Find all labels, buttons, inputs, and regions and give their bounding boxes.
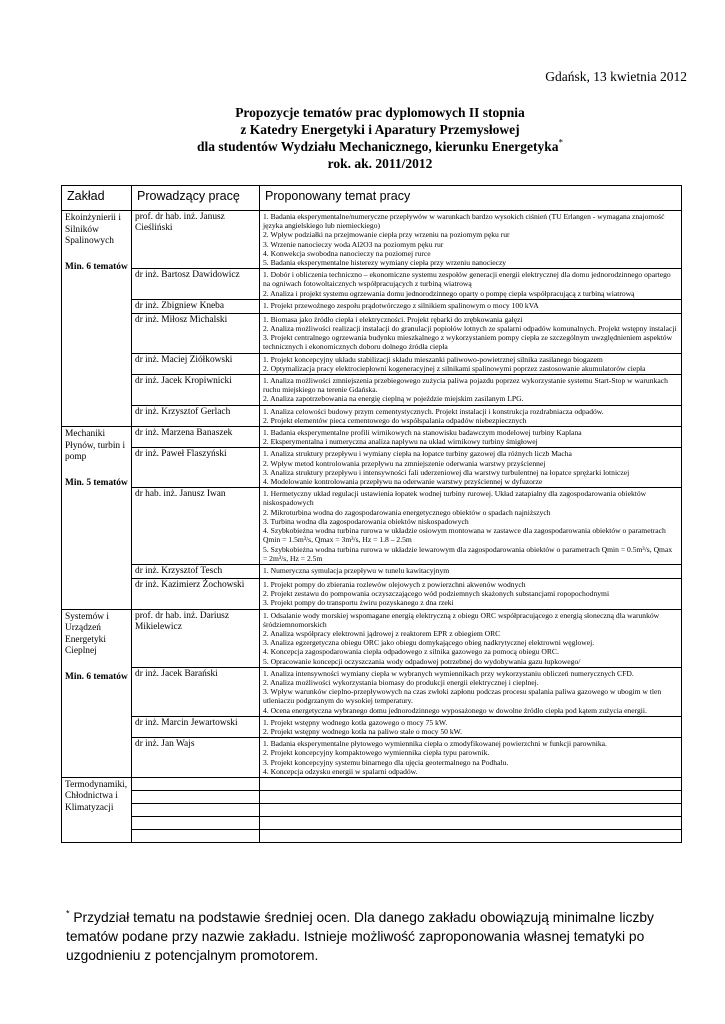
empty-row — [62, 816, 682, 829]
department-name: Mechaniki Płynów, turbin i pomp — [65, 429, 126, 463]
topic-item: 2. Projekt wstępny wodnego kotła na paliwo stałe o mocy 50 kW. — [263, 726, 463, 736]
supervisor-cell: dr inż. Krzysztof Gerlach — [132, 405, 260, 426]
empty-row — [62, 790, 682, 803]
topics-cell — [260, 738, 682, 778]
table-row — [62, 269, 682, 300]
table-row — [62, 448, 682, 488]
table-row — [62, 564, 682, 578]
empty-row — [62, 777, 682, 790]
supervisor-cell: prof. dr hab. inż. Janusz Cieśliński — [132, 211, 260, 269]
supervisor-cell — [132, 829, 260, 842]
topics-cell — [260, 803, 682, 816]
supervisor-cell: dr inż. Jan Wajs — [132, 738, 260, 778]
topic-item: 2. Wpływ metod kontrolowania przepływu na zmniejszenie oderwania warstwy przyściennej — [263, 458, 546, 468]
supervisor-cell — [132, 803, 260, 816]
topic-item: 1. Analiza celowości budowy przym cementystycznych. Projekt instalacji i konstrukcja rozdrabniacza odpadów. — [263, 406, 604, 416]
topic-item: 1. Badania eksperymentalne/numeryczne przepływów w warunkach bardzo wysokich ciśnień (TU Erlangen - wymagana znajomość języka angielskiego lub niemieckiego) — [263, 212, 665, 231]
table-row — [62, 738, 682, 778]
table-row — [62, 211, 682, 269]
topic-item: 4. Ocena energetyczna wybranego domu jednorodzinnego wyposażonego w dowolne źródło ciepła pod kątem zużycia energii. — [263, 705, 647, 715]
topic-item: 2. Optymalizacja pracy elektrociepłowni kogeneracyjnej z silnikami spalinowymi poprzez zastosowanie akumulatorów ciepła — [263, 363, 646, 373]
topics-cell — [260, 667, 682, 716]
topics-cell — [260, 609, 682, 667]
department-min-topics: Min. 6 tematów — [65, 671, 128, 682]
topic-item: 1. Numeryczna symulacja przepływu w tunelu kawitacyjnym — [263, 565, 450, 575]
topic-item: 3. Projekt koncepcyjny systemu binarnego dla ujęcia geotermalnego na Podhalu. — [263, 757, 509, 767]
topics-cell — [260, 578, 682, 609]
topic-item: 1. Badania eksperymentalne płytowego wymiennika ciepła o zmodyfikowanej powierzchni w funkcji parownika. — [263, 739, 607, 749]
topics-cell — [260, 269, 682, 300]
topic-item: 3. Wpływ warunków cieplno-przepływowych na czas zwłoki zapłonu podczas procesu spalania paliwa gazowego w ubogim w tlen utleniaczu podgrzanym do wysokiej temperatury. — [263, 687, 662, 706]
topic-item: 1. Projekt wstępny wodnego kotła gazowego o mocy 75 kW. — [263, 717, 448, 727]
department-name: Systemów i Urządzeń Energetyki Cieplnej — [65, 611, 110, 657]
topic-item: 1. Biomasa jako źródło ciepła i elektryczności. Projekt rębarki do zrębkowania gałęzi — [263, 314, 523, 324]
topic-item: 4. Modelowanie kontrolowania przepływu na oderwanie warstwy przyściennej w dyfuzorze — [263, 477, 543, 487]
topic-item: 2. Projekt koncepcyjny kompaktowego wymiennika ciepła typu parownik. — [263, 748, 490, 758]
supervisor-cell: dr inż. Marzena Banaszek — [132, 427, 260, 448]
footnote-mark: * — [66, 908, 70, 919]
department-name: Ekoinżynierii i Silników Spalinowych — [65, 213, 121, 246]
supervisor-cell: dr hab. inż. Janusz Iwan — [132, 488, 260, 565]
topics-cell — [260, 816, 682, 829]
supervisor-cell: dr inż. Jacek Kropiwnicki — [132, 375, 260, 406]
topics-cell — [260, 488, 682, 565]
supervisor-cell: dr inż. Jacek Barański — [132, 667, 260, 716]
empty-row — [62, 829, 682, 842]
document-date: Gdańsk, 13 kwietnia 2012 — [545, 69, 687, 84]
supervisor-cell: dr inż. Bartosz Dawidowicz — [132, 269, 260, 300]
supervisor-cell: dr inż. Paweł Flaszyński — [132, 448, 260, 488]
topic-item: 2. Analiza współpracy elektrowni jądrowej z reaktorem EPR z obiegiem ORC — [263, 628, 501, 638]
supervisor-cell: dr inż. Maciej Ziółkowski — [132, 353, 260, 374]
topic-item: 5. Badania eksperymentalne histerezy wymiany ciepła przy wrzeniu nanocieczy — [263, 258, 507, 268]
title-footnote-mark: * — [558, 137, 564, 148]
table-row — [62, 488, 682, 565]
topics-cell — [260, 353, 682, 374]
table-row — [62, 578, 682, 609]
title-line-2: z Katedry Energetyki i Aparatury Przemysłowej — [240, 122, 520, 137]
department-cell — [62, 427, 132, 609]
column-header-department: Zakład — [62, 186, 132, 211]
department-cell — [62, 211, 132, 427]
topics-cell — [260, 790, 682, 803]
topic-item: 3. Wrzenie nanocieczy woda Al2O3 na poziomym pęku rur — [263, 239, 444, 249]
table-row — [62, 667, 682, 716]
table-row — [62, 375, 682, 406]
topic-item: 1. Analiza możliwości zmniejszenia przebiegowego zużycia paliwa pojazdu poprzez wykorzystanie systemu Start-Stop w warunkach ruchu miejskiego na terenie Gdańska. — [263, 376, 668, 395]
topics-table — [61, 185, 682, 843]
topic-item: 2. Analiza możliwości wykorzystania biomasy do produkcji energii elektrycznej i cieplnej. — [263, 677, 539, 687]
topic-item: 4. Koncepcja odzysku energii w spalarni odpadów. — [263, 766, 418, 776]
footnote — [66, 908, 666, 965]
topic-item: 3. Analiza egzergetyczna obiegu ORC jako obiegu domykającego obieg nadkrytycznej elektrowni węglowej. — [263, 638, 595, 648]
topic-item: 2. Wpływ podziałki na przejmowanie ciepła przy wrzeniu na poziomym pęku rur — [263, 230, 510, 240]
topic-item: 1. Odsalanie wody morskiej wspomagane energią elektryczną z obiegu ORC współpracującego z energią słoneczną dla warunków śródziemnomorskich — [263, 610, 660, 629]
supervisor-cell: dr inż. Miłosz Michalski — [132, 313, 260, 353]
topic-item: 3. Analiza struktury przepływu i intensywności fali uderzeniowej dla warstwy turbulentnej na łopatce sprężarki lotniczej — [263, 467, 630, 477]
topic-item: 2. Analiza i projekt systemu ogrzewania domu jednorodzinnego oparty o pompę ciepła współpracującą z turbiną wiatrową — [263, 288, 635, 298]
supervisor-cell — [132, 790, 260, 803]
topic-item: 2. Analiza możliwości realizacji instalacji do granulacji popiołów lotnych ze spalarni odpadów komunalnych. Projekt wstępny instalacji — [263, 324, 677, 334]
document-title — [60, 104, 700, 172]
footnote-text: Przydział tematu na podstawie średniej ocen. Dla danego zakładu obowiązują minimalne liczby tematów podane przy nazwie zakładu. Istnieje możliwość zaproponowania własnej tematyki po uzgodnieniu z potencjalnym promotorem. — [66, 910, 654, 963]
topic-item: 2. Mikroturbina wodna do zagospodarowania energetycznego obiektów o spadach najniższych — [263, 507, 551, 517]
table-row — [62, 405, 682, 426]
topic-item: 1. Projekt koncepcyjny układu stabilizacji składu mieszanki paliwowo-powietrznej silnika zasilanego biogazem — [263, 354, 603, 364]
topic-item: 3. Projekt centralnego ogrzewania budynku mieszkalnego z wykorzystaniem pompy ciepła ze szczególnym uwzględnieniem aspektów technicznych i ekonomicznych doboru dolnego źródła ciepła — [263, 333, 673, 352]
department-min-topics: Min. 6 tematów — [65, 261, 128, 272]
topic-item: 4. Koncepcja zagospodarowania ciepła odpadowego z silnika gazowego za pomocą obiegu ORC. — [263, 647, 559, 657]
topics-cell — [260, 299, 682, 313]
department-cell — [62, 777, 132, 842]
topics-cell — [260, 716, 682, 737]
table-row — [62, 427, 682, 448]
topic-item: 2. Projekt elementów pieca cementowego do współspalania odpadów niebezpiecznych — [263, 415, 527, 425]
title-line-1: Propozycje tematów prac dyplomowych II stopnia — [235, 105, 525, 120]
title-line-3: dla studentów Wydziału Mechanicznego, kierunku Energetyka* — [196, 137, 564, 154]
department-name: Termodynamiki, Chłodnictwa i Klimatyzacji — [65, 779, 128, 813]
topics-cell — [260, 448, 682, 488]
topics-cell — [260, 375, 682, 406]
empty-row — [62, 803, 682, 816]
column-header-topic: Proponowany temat pracy — [260, 186, 682, 211]
topic-item: 2. Eksperymentalna i numeryczna analiza napływu na układ wirnikowy turbiny śmigłowej — [263, 437, 538, 447]
supervisor-cell: dr inż. Zbigniew Kneba — [132, 299, 260, 313]
topic-item: 5. Szybkobieżna wodna turbina rurowa w układzie lewarowym dla zagospodarowania obiektów o parametrach Qmin = 0.5m³/s, Qmax = 2m³/s, Hz = 2.5m — [263, 544, 673, 563]
table-row — [62, 353, 682, 374]
topics-cell — [260, 313, 682, 353]
topic-item: 3. Turbina wodna dla zagospodarowania obiektów niskospadowych — [263, 516, 469, 526]
topic-item: 1. Hermetyczny układ regulacji ustawienia łopatek wodnej turbiny rurowej. Układ zatapialny dla zagospodarowania obiektów niskospadowych — [263, 489, 647, 508]
table-row — [62, 299, 682, 313]
table-row — [62, 609, 682, 667]
topic-item: 3. Projekt pompy do transportu żwiru pozyskanego z dna rzeki — [263, 598, 454, 608]
topics-cell — [260, 405, 682, 426]
supervisor-cell: dr inż. Kazimierz Żochowski — [132, 578, 260, 609]
table-row — [62, 313, 682, 353]
topic-item: 1. Projekt przewoźnego zespołu prądotwórczego z silnikiem spalinowym o mocy 100 kVA — [263, 300, 539, 310]
topics-cell — [260, 829, 682, 842]
topics-cell — [260, 777, 682, 790]
supervisor-cell — [132, 816, 260, 829]
topic-item: 1. Dobór i obliczenia techniczno – ekonomiczne systemu zespołów generacji energii elektrycznej dla domu jednorodzinnego opartego na ogniwach fotowoltaicznych współpracujących z turbiną wiatrową — [263, 270, 671, 289]
topic-item: 5. Opracowanie koncepcji oczyszczania wody odpadowej potrzebnej do wydobywania gazu łupkowego/ — [263, 656, 581, 666]
table-row — [62, 716, 682, 737]
department-min-topics: Min. 5 tematów — [65, 477, 128, 488]
topic-item: 2. Analiza zapotrzebowania na energię cieplną w pojeździe miejskim zasilanym LPG. — [263, 394, 524, 404]
topic-item: 1. Analiza intensywności wymiany ciepła w wybranych wymiennikach przy wykorzystaniu obliczeń numerycznych CFD. — [263, 668, 634, 678]
topic-item: 1. Badania eksperymentalne profili wirnikowych na stanowisku badawczym modelowej turbiny Kaplana — [263, 428, 582, 438]
topics-cell — [260, 427, 682, 448]
title-line-4: rok. ak. 2011/2012 — [327, 156, 433, 171]
supervisor-cell: prof. dr hab. inż. Dariusz Mikielewicz — [132, 609, 260, 667]
topic-item: 1. Analiza struktury przepływu i wymiany ciepła na łopatce turbiny gazowej dla różnych liczb Macha — [263, 449, 572, 459]
department-cell — [62, 609, 132, 777]
topics-cell — [260, 211, 682, 269]
topic-item: 1. Projekt pompy do zbierania rozlewów olejowych z powierzchni akwenów wodnych — [263, 579, 526, 589]
table-header-row — [62, 186, 682, 211]
supervisor-cell: dr inż. Marcin Jewartowski — [132, 716, 260, 737]
supervisor-cell: dr inż. Krzysztof Tesch — [132, 564, 260, 578]
topic-item: 4. Konwekcja swobodna nanocieczy na poziomej rurce — [263, 248, 431, 258]
topic-item: 4. Szybkobieżna wodna turbina rurowa w układzie osiowym montowana w zastawce dla zagospodarowania obiektów o parametrach Qmin = 1.5m³/s, Qmax = 3m³/s, Hz = 1.8 – 2.5m — [263, 526, 666, 545]
topic-item: 2. Projekt zestawu do pompowania oczyszczającego wód podziemnych skażonych substancjami ropopochodnymi — [263, 589, 610, 599]
topics-cell — [260, 564, 682, 578]
column-header-supervisor: Prowadzący pracę — [132, 186, 260, 211]
supervisor-cell — [132, 777, 260, 790]
